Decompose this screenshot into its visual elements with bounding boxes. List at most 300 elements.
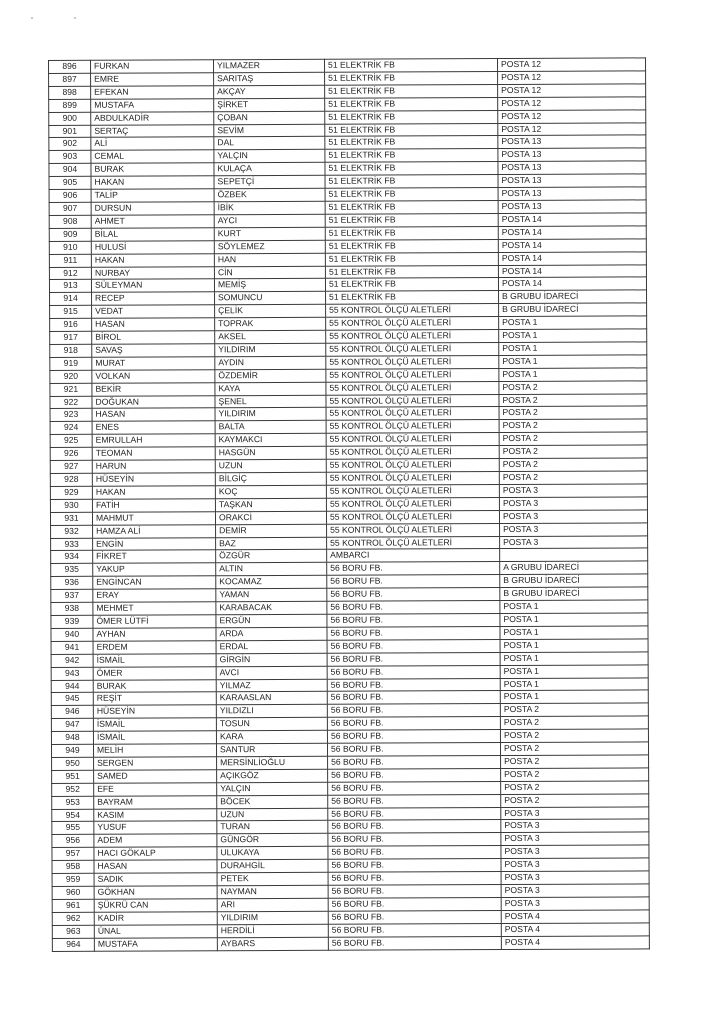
shift-cell: POSTA 12 [497,58,645,72]
last-name-cell: KOÇ [215,485,326,498]
department-cell: 51 ELEKTRİK FB [325,252,498,266]
row-number-cell: 936 [51,577,93,590]
shift-cell: A GRUBU İDARECİ [500,561,648,575]
shift-cell: B GRUBU İDARECİ [499,303,647,317]
row-number-cell: 913 [49,280,91,293]
last-name-cell: ÖZDEMİR [215,369,326,382]
row-number-cell: 908 [49,215,91,228]
shift-cell: POSTA 4 [501,936,649,950]
first-name-cell: ERAY [93,589,216,602]
first-name-cell: HAMZA ALİ [93,524,216,537]
last-name-cell: YILMAZ [216,679,327,692]
shift-cell: POSTA 2 [499,419,647,433]
first-name-cell: NURBAY [91,266,214,279]
department-cell: 55 KONTROL ÖLÇÜ ALETLERİ [326,381,499,395]
row-number-cell: 962 [52,912,94,925]
shift-cell: POSTA 3 [500,523,648,537]
shift-cell: POSTA 13 [498,200,646,214]
shift-cell: POSTA 1 [500,613,648,627]
last-name-cell: KULAÇA [214,163,325,176]
first-name-cell: EMRULLAH [92,434,215,447]
scan-speck [31,17,33,19]
last-name-cell: HASGÜN [215,446,326,459]
first-name-cell: MELİH [93,744,216,757]
last-name-cell: AKSEL [215,330,326,343]
shift-cell: POSTA 3 [501,845,649,859]
row-number-cell: 923 [50,409,92,422]
department-cell: 51 ELEKTRİK FB [325,201,498,215]
first-name-cell: HACI GÖKALP [94,847,217,860]
last-name-cell: KARAASLAN [216,692,327,705]
first-name-cell: HAKAN [92,486,215,499]
last-name-cell: UZUN [215,459,326,472]
last-name-cell: ORAKCİ [215,511,326,524]
first-name-cell: EFE [94,783,217,796]
row-number-cell: 905 [49,176,91,189]
department-cell: 56 BORU FB. [327,614,500,628]
shift-cell: POSTA 3 [501,819,649,833]
last-name-cell: TAŞKAN [215,498,326,511]
last-name-cell: AKÇAY [214,85,325,98]
department-cell: 56 BORU FB. [327,575,500,589]
department-cell: 55 KONTROL ÖLÇÜ ALETLERİ [326,472,499,486]
first-name-cell: TALİP [91,189,214,202]
shift-cell: POSTA 3 [501,858,649,872]
row-number-cell: 954 [52,809,94,822]
department-cell: 55 KONTROL ÖLÇÜ ALETLERİ [326,510,499,524]
row-number-cell: 964 [52,938,94,951]
department-cell: 56 BORU FB. [328,807,501,821]
row-number-cell: 929 [50,486,92,499]
first-name-cell: ADEM [94,834,217,847]
first-name-cell: TEOMAN [92,447,215,460]
department-cell: 55 KONTROL ÖLÇÜ ALETLERİ [326,304,499,318]
department-cell: 55 KONTROL ÖLÇÜ ALETLERİ [326,394,499,408]
shift-cell: POSTA 2 [500,703,648,717]
first-name-cell: VOLKAN [92,370,215,383]
department-cell: 51 ELEKTRİK FB [325,149,498,163]
first-name-cell: SADIK [94,873,217,886]
first-name-cell: CEMAL [91,150,214,163]
department-cell: 56 BORU FB. [328,794,501,808]
last-name-cell: SARITAŞ [214,72,325,85]
row-number-cell: 915 [50,306,92,319]
department-cell: 56 BORU FB. [328,833,501,847]
row-number-cell: 907 [49,202,91,215]
shift-cell [500,548,648,562]
department-cell: 56 BORU FB. [328,885,501,899]
row-number-cell: 939 [51,615,93,628]
department-cell: 51 ELEKTRİK FB [325,97,498,111]
shift-cell: POSTA 13 [498,135,646,149]
first-name-cell: İSMAİL [93,731,216,744]
shift-cell: B GRUBU İDARECİ [500,587,648,601]
row-number-cell: 938 [51,602,93,615]
first-name-cell: SAMED [94,770,217,783]
row-number-cell: 952 [52,783,94,796]
shift-cell: POSTA 1 [499,316,647,330]
department-cell: 56 BORU FB. [327,652,500,666]
last-name-cell: ALTIN [216,563,327,576]
department-cell: 51 ELEKTRİK FB [325,175,498,189]
last-name-cell: DURAHGİL [217,859,328,872]
first-name-cell: MEHMET [93,602,216,615]
last-name-cell: ERDAL [216,640,327,653]
department-cell: 56 BORU FB. [327,588,500,602]
row-number-cell: 912 [49,267,91,280]
shift-cell: POSTA 1 [500,664,648,678]
department-cell: 51 ELEKTRİK FB [325,213,498,227]
department-cell: 55 KONTROL ÖLÇÜ ALETLERİ [326,407,499,421]
last-name-cell: YALÇIN [214,150,325,163]
department-cell: 56 BORU FB. [328,936,501,950]
row-number-cell: 953 [52,796,94,809]
first-name-cell: İSMAİL [93,718,216,731]
shift-cell: POSTA 12 [498,97,646,111]
last-name-cell: İBİK [214,201,325,214]
last-name-cell: KOCAMAZ [216,576,327,589]
shift-cell: POSTA 14 [498,277,646,291]
department-cell: 51 ELEKTRİK FB [325,265,498,279]
last-name-cell: NAYMAN [217,885,328,898]
shift-cell: POSTA 13 [498,174,646,188]
department-cell: 55 KONTROL ÖLÇÜ ALETLERİ [326,433,499,447]
shift-cell: POSTA 3 [501,884,649,898]
last-name-cell: DAL [214,137,325,150]
department-cell: 55 KONTROL ÖLÇÜ ALETLERİ [326,420,499,434]
last-name-cell: ÖZGÜR [216,550,327,563]
shift-cell: POSTA 1 [499,329,647,343]
shift-cell: B GRUBU İDARECİ [499,290,647,304]
shift-cell: POSTA 1 [500,652,648,666]
shift-cell: POSTA 1 [499,342,647,356]
department-cell: 56 BORU FB. [328,820,501,834]
first-name-cell: VEDAT [92,305,215,318]
shift-cell: POSTA 2 [500,742,648,756]
department-cell: 51 ELEKTRİK FB [325,110,498,124]
department-cell: 51 ELEKTRİK FB [326,291,499,305]
last-name-cell: DEMİR [216,524,327,537]
department-cell: 55 KONTROL ÖLÇÜ ALETLERİ [326,330,499,344]
department-cell: AMBARCI [327,549,500,563]
shift-cell: POSTA 12 [498,71,646,85]
last-name-cell: BAZ [216,537,327,550]
row-number-cell: 920 [50,370,92,383]
row-number-cell: 925 [50,435,92,448]
last-name-cell: KAYA [215,382,326,395]
department-cell: 55 KONTROL ÖLÇÜ ALETLERİ [327,536,500,550]
department-cell: 55 KONTROL ÖLÇÜ ALETLERİ [326,459,499,473]
shift-cell: POSTA 3 [499,510,647,524]
row-number-cell: 960 [52,886,94,899]
first-name-cell: AHMET [91,215,214,228]
shift-cell: POSTA 2 [499,406,647,420]
shift-cell: POSTA 2 [500,729,648,743]
department-cell: 56 BORU FB. [328,872,501,886]
row-number-cell: 935 [51,564,93,577]
last-name-cell: ARDA [216,627,327,640]
last-name-cell: AYBARS [217,937,328,950]
row-number-cell: 921 [50,383,92,396]
last-name-cell: UZUN [217,808,328,821]
last-name-cell: ÇELİK [215,305,326,318]
shift-cell: POSTA 2 [499,471,647,485]
first-name-cell: ABDULKADİR [91,111,214,124]
row-number-cell: 942 [51,654,93,667]
shift-cell: POSTA 2 [499,432,647,446]
first-name-cell: BURAK [91,163,214,176]
first-name-cell: ÖMER [93,666,216,679]
row-number-cell: 933 [51,538,93,551]
row-number-cell: 918 [50,344,92,357]
shift-cell: POSTA 2 [499,381,647,395]
department-cell: 56 BORU FB. [328,859,501,873]
row-number-cell: 903 [49,151,91,164]
shift-cell: POSTA 3 [501,871,649,885]
first-name-cell: HARUN [92,460,215,473]
department-cell: 56 BORU FB. [327,562,500,576]
first-name-cell: SERTAÇ [91,124,214,137]
last-name-cell: YILDIZLI [216,705,327,718]
shift-cell: POSTA 2 [501,794,649,808]
first-name-cell: ŞÜKRÜ CAN [94,899,217,912]
first-name-cell: YUSUF [94,821,217,834]
shift-cell: POSTA 13 [498,148,646,162]
last-name-cell: TURAN [217,821,328,834]
row-number-cell: 927 [50,460,92,473]
row-number-cell: 948 [51,731,93,744]
first-name-cell: ENES [92,421,215,434]
last-name-cell: AYDIN [215,356,326,369]
first-name-cell: ERDEM [93,641,216,654]
last-name-cell: AVCI [216,666,327,679]
row-number-cell: 961 [52,899,94,912]
first-name-cell: RECEP [92,292,215,305]
shift-cell: POSTA 4 [501,910,649,924]
department-cell: 56 BORU FB. [327,639,500,653]
row-number-cell: 951 [52,770,94,783]
shift-cell: POSTA 4 [501,923,649,937]
last-name-cell: PETEK [217,872,328,885]
department-cell: 56 BORU FB. [327,704,500,718]
row-number-cell: 909 [49,228,91,241]
row-number-cell: 930 [50,499,92,512]
row-number-cell: 958 [52,860,94,873]
last-name-cell: SÖYLEMEZ [214,240,325,253]
department-cell: 56 BORU FB. [328,897,501,911]
row-number-cell: 943 [51,667,93,680]
department-cell: 56 BORU FB. [327,601,500,615]
department-cell: 55 KONTROL ÖLÇÜ ALETLERİ [326,497,499,511]
first-name-cell: SÜLEYMAN [91,279,214,292]
first-name-cell: EMRE [91,73,214,86]
shift-cell: POSTA 1 [500,639,648,653]
shift-cell: POSTA 3 [499,497,647,511]
shift-cell: POSTA 1 [500,690,648,704]
department-cell: 55 KONTROL ÖLÇÜ ALETLERİ [326,355,499,369]
row-number-cell: 955 [52,822,94,835]
department-cell: 56 BORU FB. [327,665,500,679]
row-number-cell: 946 [51,706,93,719]
department-cell: 51 ELEKTRİK FB [325,71,498,85]
row-number-cell: 944 [51,680,93,693]
last-name-cell: YILDIRIM [215,408,326,421]
last-name-cell: HAN [214,253,325,266]
last-name-cell: ÇOBAN [214,111,325,124]
last-name-cell: YILMAZER [214,59,325,72]
department-cell: 56 BORU FB. [327,691,500,705]
last-name-cell: YAMAN [216,588,327,601]
row-number-cell: 902 [49,138,91,151]
first-name-cell: BİLAL [91,228,214,241]
last-name-cell: BİLGİÇ [215,472,326,485]
first-name-cell: FURKAN [91,60,214,73]
row-number-cell: 941 [51,641,93,654]
first-name-cell: AYHAN [93,628,216,641]
row-number-cell: 945 [51,693,93,706]
shift-cell: POSTA 1 [500,677,648,691]
first-name-cell: HAKAN [91,176,214,189]
first-name-cell: HULUSİ [91,240,214,253]
shift-cell: POSTA 1 [499,368,647,382]
last-name-cell: TOSUN [216,718,327,731]
department-cell: 55 KONTROL ÖLÇÜ ALETLERİ [326,317,499,331]
first-name-cell: HASAN [92,318,215,331]
first-name-cell: HASAN [92,408,215,421]
department-cell: 55 KONTROL ÖLÇÜ ALETLERİ [327,523,500,537]
shift-cell: POSTA 14 [498,213,646,227]
last-name-cell: KARA [216,730,327,743]
department-cell: 51 ELEKTRİK FB [325,226,498,240]
first-name-cell: YAKUP [93,563,216,576]
row-number-cell: 963 [52,925,94,938]
last-name-cell: YILDIRIM [215,343,326,356]
last-name-cell: BÖCEK [217,795,328,808]
last-name-cell: MERSİNLİOĞLU [217,756,328,769]
first-name-cell: KASIM [94,808,217,821]
shift-cell: POSTA 12 [498,122,646,136]
last-name-cell: ERGÜN [216,614,327,627]
last-name-cell: HERDİLİ [217,924,328,937]
last-name-cell: AÇIKGÖZ [217,769,328,782]
row-number-cell: 931 [50,512,92,525]
department-cell: 51 ELEKTRİK FB [325,136,498,150]
first-name-cell: ÜNAL [94,924,217,937]
row-number-cell: 911 [49,254,91,267]
first-name-cell: HÜSEYİN [92,473,215,486]
shift-cell: POSTA 2 [499,393,647,407]
department-cell: 56 BORU FB. [327,717,500,731]
row-number-cell: 898 [49,86,91,99]
shift-cell: POSTA 14 [498,264,646,278]
last-name-cell: SOMUNCU [215,292,326,305]
shift-cell: POSTA 1 [500,600,648,614]
last-name-cell: ŞENEL [215,395,326,408]
row-number-cell: 926 [50,447,92,460]
row-number-cell: 900 [49,112,91,125]
department-cell: 56 BORU FB. [327,730,500,744]
row-number-cell: 910 [49,241,91,254]
row-number-cell: 956 [52,835,94,848]
row-number-cell: 957 [52,848,94,861]
shift-cell: POSTA 14 [498,251,646,265]
department-cell: 55 KONTROL ÖLÇÜ ALETLERİ [326,484,499,498]
department-cell: 56 BORU FB. [327,626,500,640]
row-number-cell: 917 [50,331,92,344]
roster-table [48,57,650,951]
row-number-cell: 959 [52,873,94,886]
row-number-cell: 947 [51,719,93,732]
shift-cell: POSTA 3 [499,484,647,498]
first-name-cell: HAKAN [91,253,214,266]
last-name-cell: KURT [214,227,325,240]
department-cell: 55 KONTROL ÖLÇÜ ALETLERİ [326,342,499,356]
last-name-cell: SANTUR [216,743,327,756]
last-name-cell: SEPETÇİ [214,175,325,188]
last-name-cell: ŞİRKET [214,98,325,111]
first-name-cell: REŞİT [93,692,216,705]
department-cell: 51 ELEKTRİK FB [325,84,498,98]
row-number-cell: 904 [49,164,91,177]
row-number-cell: 899 [49,99,91,112]
shift-cell: POSTA 2 [499,458,647,472]
first-name-cell: SERGEN [94,757,217,770]
first-name-cell: DURSUN [91,202,214,215]
shift-cell: POSTA 3 [501,806,649,820]
first-name-cell: ENGİNCAN [93,576,216,589]
row-number-cell: 922 [50,396,92,409]
shift-cell: POSTA 1 [499,355,647,369]
row-number-cell: 916 [50,318,92,331]
last-name-cell: GÜNGÖR [217,834,328,847]
shift-cell: POSTA 3 [501,897,649,911]
department-cell: 55 KONTROL ÖLÇÜ ALETLERİ [326,446,499,460]
last-name-cell: TOPRAK [215,317,326,330]
first-name-cell: MUSTAFA [91,98,214,111]
first-name-cell: EFEKAN [91,86,214,99]
row-number-cell: 914 [50,293,92,306]
row-number-cell: 940 [51,628,93,641]
shift-cell: POSTA 2 [499,445,647,459]
row-number-cell: 949 [51,744,93,757]
last-name-cell: YILDIRIM [217,911,328,924]
shift-cell: B GRUBU İDARECİ [500,574,648,588]
first-name-cell: ÖMER LÜTFİ [93,615,216,628]
shift-cell: POSTA 2 [500,716,648,730]
shift-cell: POSTA 13 [498,161,646,175]
last-name-cell: KAYMAKCI [215,434,326,447]
last-name-cell: AYCI [214,214,325,227]
first-name-cell: DOĞUKAN [92,395,215,408]
department-cell: 51 ELEKTRİK FB [325,123,498,137]
first-name-cell: ENGİN [93,537,216,550]
last-name-cell: CİN [214,266,325,279]
shift-cell: POSTA 2 [501,768,649,782]
last-name-cell: BALTA [215,421,326,434]
row-number-cell: 934 [51,551,93,564]
department-cell: 51 ELEKTRİK FB [325,162,498,176]
department-cell: 51 ELEKTRİK FB [325,239,498,253]
department-cell: 56 BORU FB. [328,768,501,782]
roster-body [49,58,650,951]
last-name-cell: GİRGİN [216,653,327,666]
first-name-cell: KADİR [94,912,217,925]
scan-speck [74,17,76,19]
first-name-cell: İSMAİL [93,653,216,666]
first-name-cell: GÖKHAN [94,886,217,899]
row-number-cell: 937 [51,589,93,602]
last-name-cell: ÖZBEK [214,188,325,201]
